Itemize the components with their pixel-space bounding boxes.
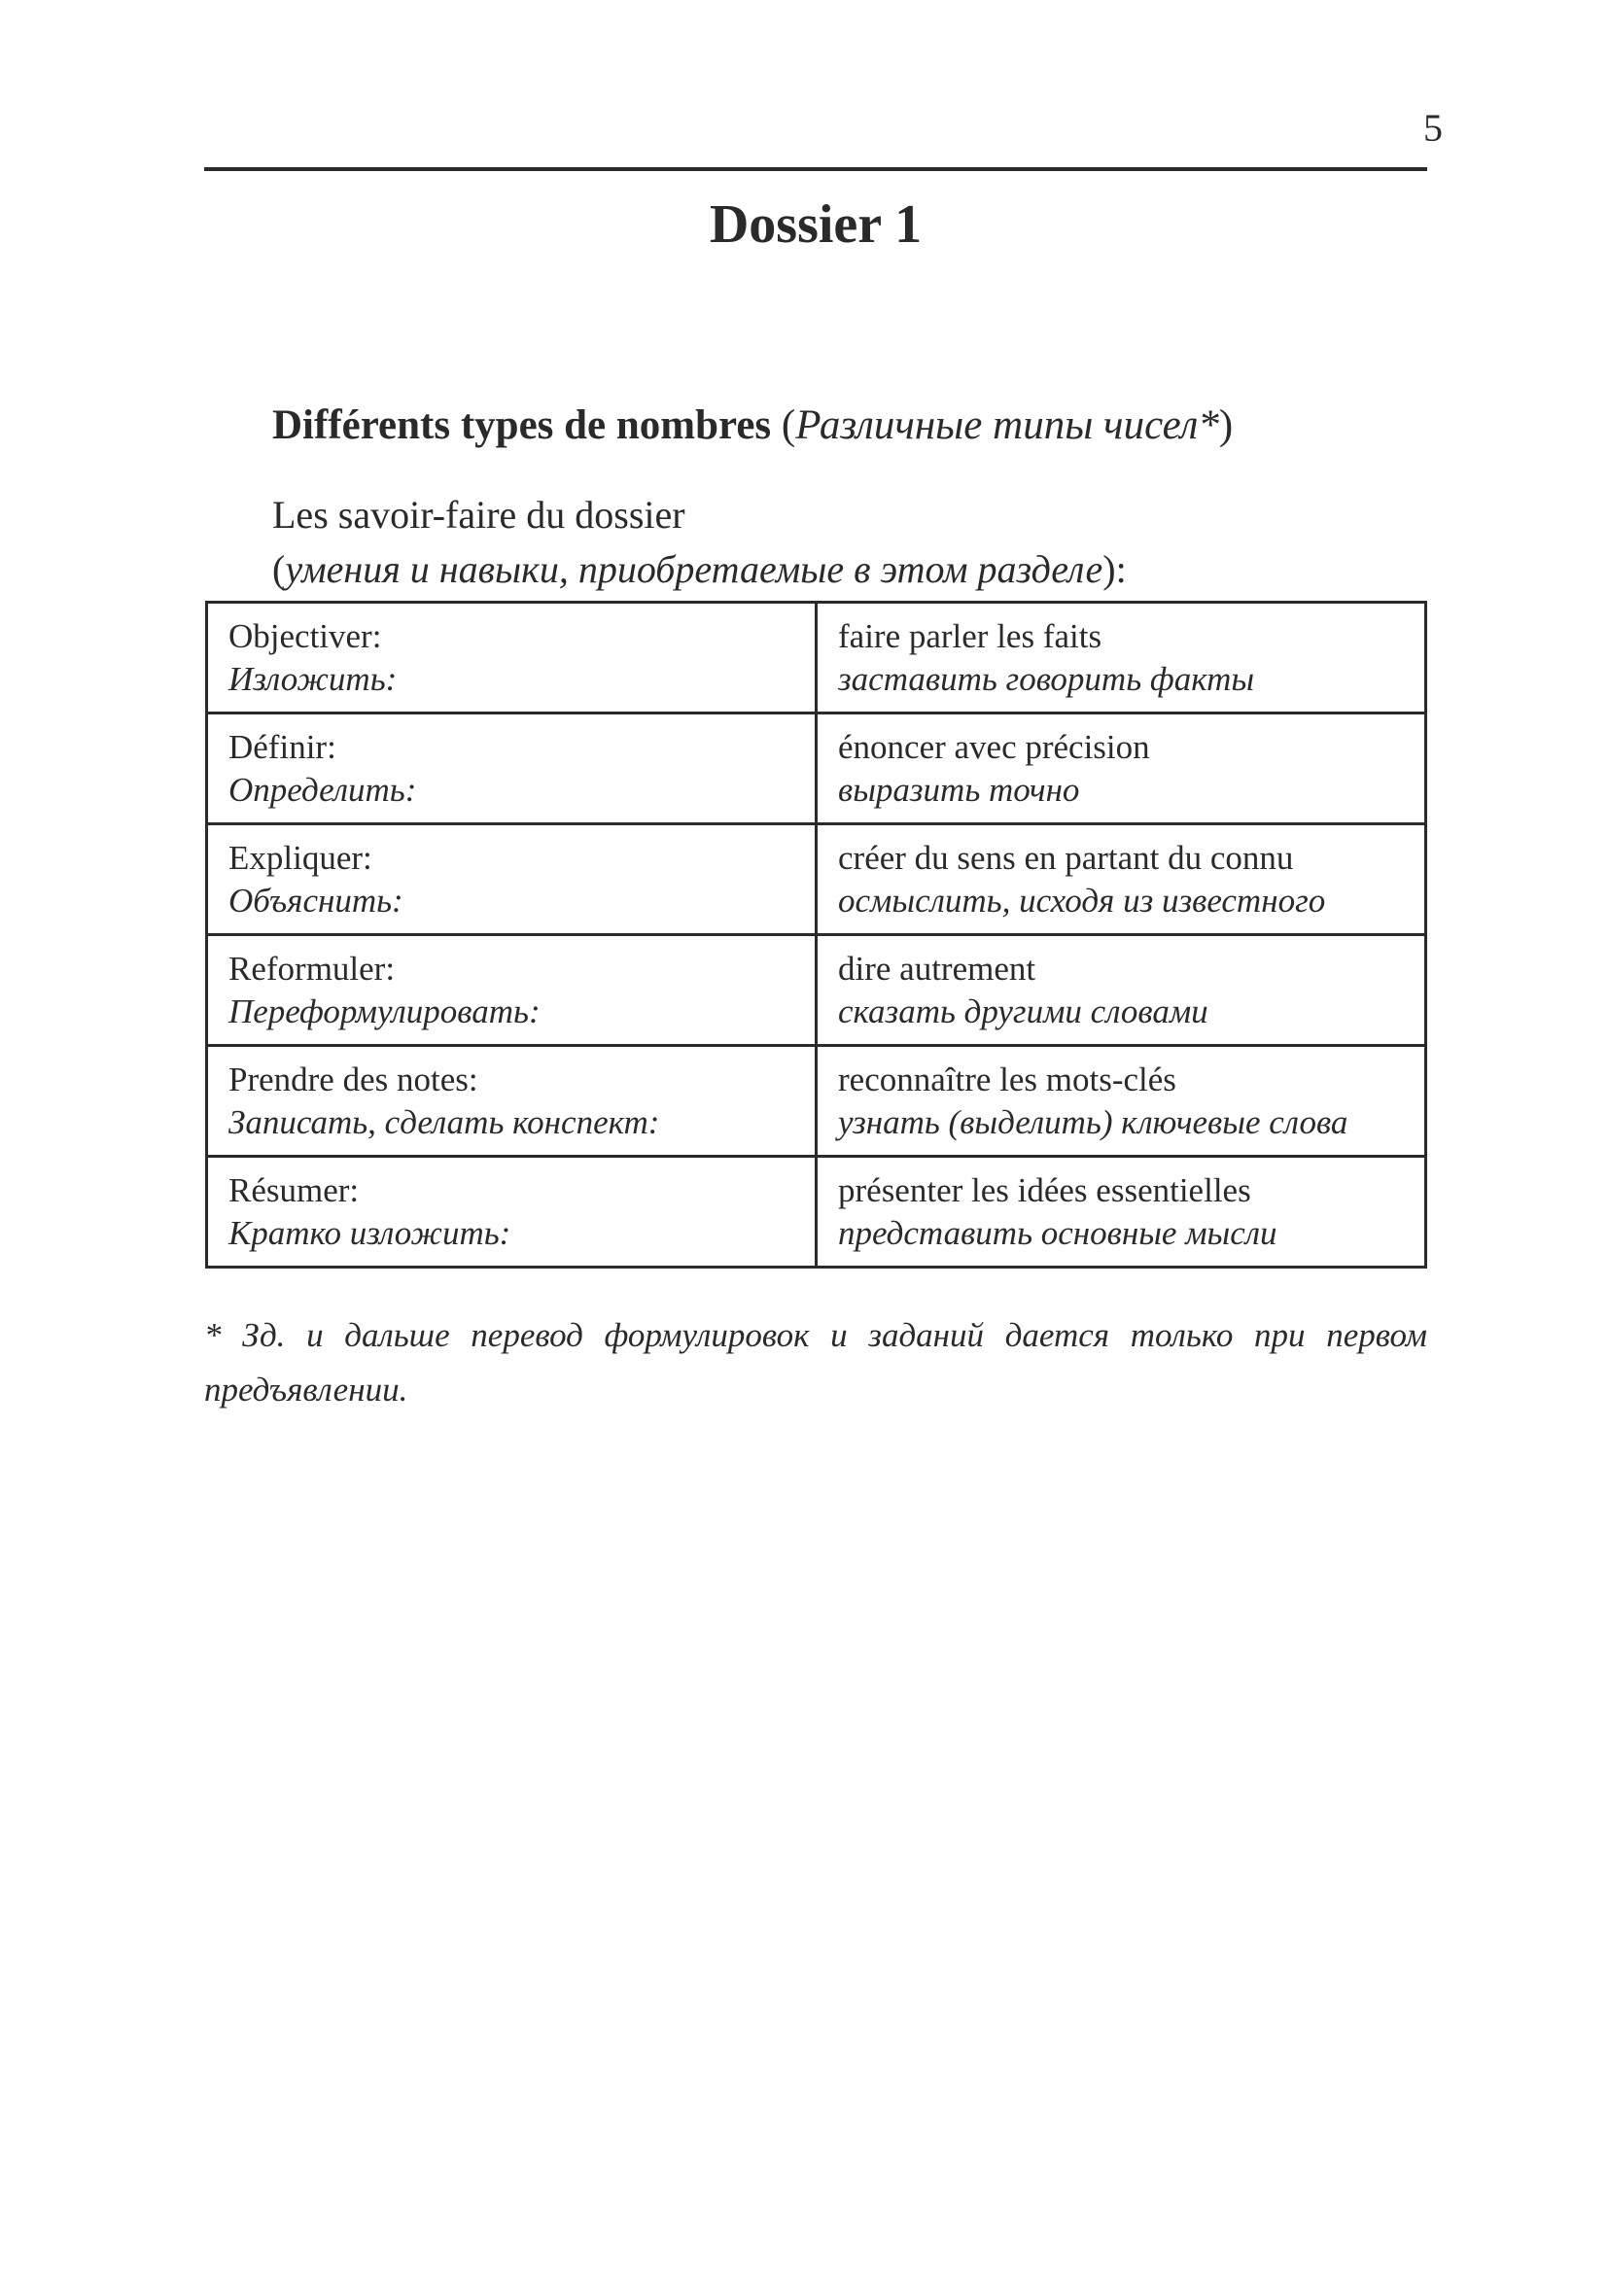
skill-definition-fr: dire autrement — [838, 949, 1036, 988]
skill-term-ru: Записать, сделать конспект: — [228, 1102, 660, 1141]
skill-definition-cell — [817, 1046, 1426, 1157]
skill-definition-ru: выразить точно — [838, 770, 1080, 809]
skill-term-fr: Résumer: — [228, 1170, 360, 1209]
skills-table-body — [207, 603, 1426, 1268]
skill-term-fr: Reformuler: — [228, 949, 396, 988]
skill-term-fr: Prendre des notes: — [228, 1060, 478, 1098]
skill-definition-ru: сказать другими словами — [838, 991, 1208, 1030]
skill-term-cell — [207, 1157, 817, 1268]
skill-definition-fr: reconnaître les mots-clés — [838, 1060, 1176, 1098]
skill-term-ru: Определить: — [228, 770, 417, 809]
skill-definition-cell — [817, 1157, 1426, 1268]
skill-definition-fr: faire parler les faits — [838, 616, 1102, 655]
skill-definition-ru: узнать (выделить) ключевые слова — [838, 1102, 1348, 1141]
skill-definition-fr: créer du sens en partant du connu — [838, 838, 1294, 877]
skill-definition-ru: осмыслить, исходя из известного — [838, 881, 1326, 920]
header-rule — [204, 167, 1427, 171]
table-row — [207, 603, 1426, 713]
skill-definition-cell — [817, 713, 1426, 824]
savoir-paren-close: ): — [1102, 547, 1127, 591]
footnote: * Зд. и дальше перевод формулировок и заданий дается только при первом предъявлении. — [204, 1316, 1427, 1409]
skill-definition-cell — [817, 603, 1426, 713]
skill-term-ru: Объяснить: — [228, 881, 403, 920]
skill-definition-fr: énoncer avec précision — [838, 727, 1150, 766]
table-row — [207, 713, 1426, 824]
skill-term-cell — [207, 713, 817, 824]
savoir-translation-text: умения и навыки, приобретаемые в этом разделе — [285, 547, 1103, 591]
section-title-paren-open: ( — [771, 402, 796, 448]
skill-term-cell — [207, 935, 817, 1046]
section-title-fr: Différents types de nombres — [272, 402, 772, 448]
skill-term-ru: Переформулировать: — [228, 991, 541, 1030]
skill-definition-cell — [817, 824, 1426, 935]
skill-term-cell — [207, 603, 817, 713]
skill-term-ru: Изложить: — [228, 659, 398, 698]
skill-term-cell — [207, 824, 817, 935]
table-row — [207, 1157, 1426, 1268]
section-heading — [272, 400, 1233, 451]
skill-definition-ru: заставить говорить факты — [838, 659, 1255, 698]
savoir-paren-open: ( — [272, 547, 286, 591]
skill-term-fr: Expliquer: — [228, 838, 372, 877]
skill-term-fr: Objectiver: — [228, 616, 382, 655]
table-row — [207, 935, 1426, 1046]
skill-term-cell — [207, 1046, 817, 1157]
savoir-faire-title: Les savoir-faire du dossier — [272, 493, 685, 537]
skill-definition-cell — [817, 935, 1426, 1046]
savoir-faire-translation — [272, 542, 1127, 597]
skills-table — [205, 601, 1427, 1269]
table-row — [207, 1046, 1426, 1157]
page-number: 5 — [1423, 106, 1443, 150]
skill-definition-ru: представить основные мысли — [838, 1213, 1277, 1252]
skill-term-fr: Définir: — [228, 727, 336, 766]
table-row — [207, 824, 1426, 935]
skill-term-ru: Кратко изложить: — [228, 1213, 511, 1252]
section-title-paren-close: ) — [1218, 402, 1234, 448]
section-title-ru: Различные типы чисел* — [795, 402, 1219, 448]
savoir-faire-intro — [272, 488, 1127, 597]
dossier-title: Dossier 1 — [709, 194, 923, 255]
skill-definition-fr: présenter les idées essentielles — [838, 1170, 1251, 1209]
